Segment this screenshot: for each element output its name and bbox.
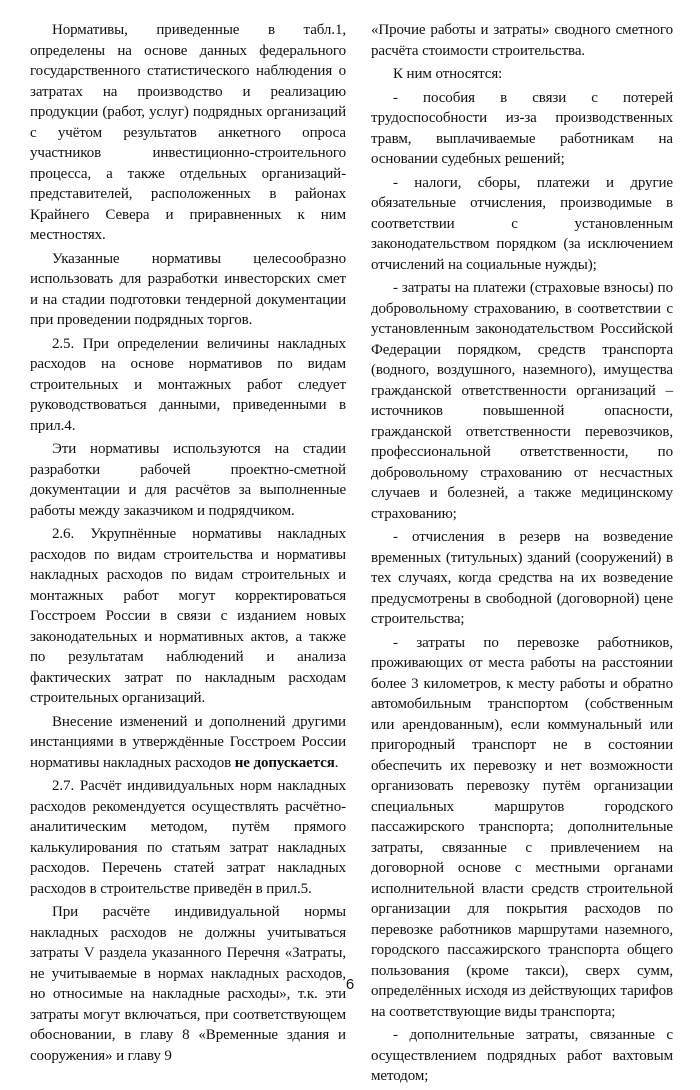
paragraph-norms-usage: Указанные нормативы целесообразно использовать для разработки инвесторских смет и на стадии подготовки тендерной документации при проведении подрядных торгов. [30, 250, 346, 328]
paragraph-norms-basis: Нормативы, приведенные в табл.1, определены на основе данных федерального государственного статистического наблюдения о затратах на производство и реализацию продукции (работ, услуг) подрядных организаций с учётом результатов анкетного опроса участников инвестиционно-строительного процесса, а также отдельных организаций-представителей, расположенных в районах Крайнего Севера и приравненных к ним местностях. [30, 22, 346, 243]
right-column [371, 20, 673, 1090]
emphasis-not-allowed: не допускается [234, 754, 335, 771]
paragraph-section-2-7: 2.7. Расчёт индивидуальных норм накладных расходов рекомендуется осуществлять расчётно-аналитическим методом, путём прямого калькулирования по статьям затрат накладных расходов. Перечень статей затрат накладных расходов в строительстве приведён в прил.5. [30, 778, 346, 897]
paragraph-list-intro: К ним относятся: [393, 66, 503, 82]
paragraph-section-2-5: 2.5. При определении величины накладных расходов на основе нормативов по видам строительных и монтажных работ следует руководствоваться данными, приведенными в прил.4. [30, 335, 346, 434]
paragraph-norms-stage: Эти нормативы используются на стадии разработки рабочей проектно-сметной документации и для расчётов за выполненные работы между заказчиком и подрядчиком. [30, 441, 346, 519]
paragraph-changes-end: . [334, 754, 339, 771]
left-column [30, 20, 346, 1069]
page-number: 6 [345, 976, 355, 993]
list-item-taxes: - налоги, сборы, платежи и другие обязательные отчисления, производимые в соответствии с установленным законодательством порядком (за исключением отчислений на социальные нужды); [371, 174, 673, 273]
list-item-rotation: - дополнительные затраты, связанные с осуществлением подрядных работ вахтовым методом; [371, 1027, 673, 1084]
list-item-benefits: - пособия в связи с потерей трудоспособности из-за производственных травм, выплачиваемые работникам на основании судебных решений; [371, 89, 673, 167]
paragraph-section-2-6: 2.6. Укрупнённые нормативы накладных расходов по видам строительства и нормативы накладных расходов по видам строительных и монтажных работ могут корректироваться Госстроем России в связи с изданием новых законодательных и нормативных актов, а также по результатам наблюдений и анализа фактических затрат по накладным расходам строительных организаций. [30, 526, 346, 706]
paragraph-changes-prohibited [30, 712, 346, 774]
paragraph-individual-norm: При расчёте индивидуальной нормы накладных расходов не должны учитываться затраты V раздела указанного Перечня «Затраты, не учитываемые в нормах накладных расходов, но относимые на накладные расходы», т.к. эти затраты могут включаться, при соответствующем обосновании, в главу 8 «Временные здания и сооружения» и главу 9 [30, 904, 346, 1064]
paragraph-other-works: «Прочие работы и затраты» сводного сметного расчёта стоимости строительства. [371, 22, 673, 59]
list-item-insurance: - затраты на платежи (страховые взносы) по добровольному страхованию, в соответствии с установленным законодательством Российской Федерации порядком, средств транспорта (водного, воздушного, наземного), имущества гражданской ответственности организаций – источников повышенной опасности, гражданской ответственности перевозчиков, профессиональной ответственности, по добровольному страхованию от несчастных случаев и болезней, а также медицинскому страхованию; [371, 280, 673, 522]
list-item-reserve: - отчисления в резерв на возведение временных (титульных) зданий (сооружений) в тех случаях, когда средства на их возведение предусмотрены в свободной (договорной) цене строительства; [371, 529, 673, 627]
list-item-transport: - затраты по перевозке работников, проживающих от места работы на расстоянии более 3 километров, к месту работы и обратно автомобильным транспортом (собственным или арендованным), если коммунальный или пригородный транспорт не в состоянии обеспечить их перевозку и нет возможности организовать перевозку путём организации специальных маршрутов городского пассажирского транспорта; дополнительные затраты, связанные с привлечением на договорной основе с местными органами исполнительной власти средств строительной организации для покрытия расходов по перевозке работников маршрутами наземного, городского пассажирского транспорта общего пользования (кроме такси), сверх сумм, определённых исходя из действующих тарифов на соответствующие виды транспорта; [371, 634, 673, 1020]
paragraph-changes-text: Внесение изменений и дополнений другими инстанциями в утверждённые Госстроем России нормативы накладных расходов [30, 713, 346, 771]
